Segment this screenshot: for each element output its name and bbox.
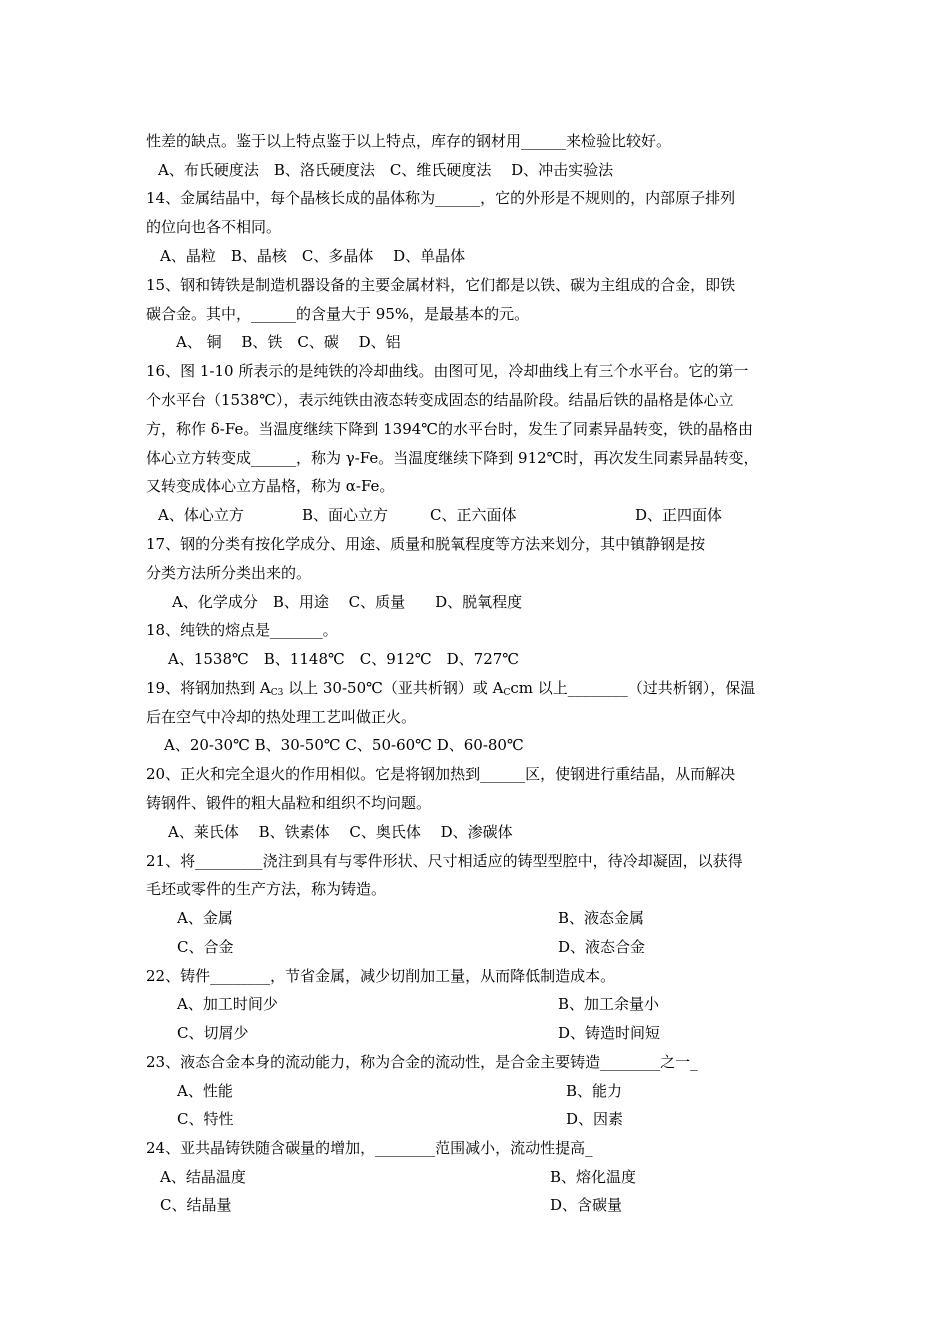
q17-question: 17、钢的分类有按化学成分、用途、质量和脱氧程度等方法来划分，其中镇静钢是按 [146,535,706,553]
q15-question: 15、钢和铸铁是制造机器设备的主要金属材料，它们都是以铁、碳为主组成的合金，即铁 [146,276,736,294]
q22-option-c: C、切屑少 [177,1024,249,1042]
q19-options: A、20-30℃ B、30-50℃ C、50-60℃ D、60-80℃ [164,736,524,754]
q23-option-d: D、因素 [566,1110,624,1128]
text-line: 方，称作 δ-Fe。当温度继续下降到 1394℃的水平台时，发生了同素异晶转变，铁的晶格由 [146,420,754,438]
text-line: 毛坯或零件的生产方法，称为铸造。 [146,880,387,898]
q23-question: 23、液态合金本身的流动能力，称为合金的流动性，是合金主要铸造________之一_ [146,1053,698,1071]
q21-option-b: B、液态金属 [558,909,645,927]
q24-question: 24、亚共晶铸铁随含碳量的增加，________范围减小，流动性提高_ [146,1139,593,1157]
q16-option-b: B、面心立方 [302,506,389,524]
q22-option-a: A、加工时间少 [177,995,278,1013]
text-line: 又转变成体心立方晶格，称为 α-Fe。 [146,477,395,495]
text-line: 的位向也各不相同。 [146,218,282,236]
q20-question: 20、正火和完全退火的作用相似。它是将钢加热到______区，使钢进行重结晶，从而解决 [146,765,736,783]
q21-option-c: C、合金 [177,938,234,956]
text-line: 个水平台（1538℃），表示纯铁由液态转变成固态的结晶阶段。结晶后铁的晶格是体心立 [146,391,734,409]
q21-question: 21、将_________浇注到具有与零件形状、尺寸相适应的铸型型腔中，待冷却凝固，以获得 [146,852,743,870]
q23-option-b: B、能力 [566,1082,623,1100]
q19-part1: 19、将钢加热到 A [146,679,271,697]
text-line: 碳合金。其中，______的含量大于 95%，是最基本的元。 [146,305,530,323]
q24-option-c: C、结晶量 [160,1196,232,1214]
q15-options: A、 铜 B、铁 C、碳 D、铝 [176,333,401,351]
text-line: 铸钢件、锻件的粗大晶粒和组织不均问题。 [146,794,432,812]
q13-options: A、布氏硬度法 B、洛氏硬度法 C、维氏硬度法 D、冲击实验法 [158,161,614,179]
q14-question: 14、金属结晶中，每个晶核长成的晶体称为______，它的外形是不规则的，内部原子排列 [146,189,736,207]
q22-option-d: D、铸造时间短 [558,1024,661,1042]
text-line: 分类方法所分类出来的。 [146,564,312,582]
q19-question [146,678,755,698]
text-line: 性差的缺点。鉴于以上特点鉴于以上特点，库存的钢材用______来检验比较好。 [146,132,672,150]
q19-part3: cm 以上________（过共析钢），保温 [510,679,756,697]
q19-part2: 以上 30-50℃（亚共析钢）或 A [283,679,504,697]
q16-option-d: D、正四面体 [635,506,723,524]
q24-option-b: B、熔化温度 [550,1168,637,1186]
q18-options: A、1538℃ B、1148℃ C、912℃ D、727℃ [168,650,520,668]
q18-question: 18、纯铁的熔点是_______。 [146,621,338,639]
text-line: 体心立方转变成______，称为 γ-Fe。当温度继续下降到 912℃时，再次发生同素异晶转变， [146,449,759,467]
q17-options: A、化学成分 B、用途 C、质量 D、脱氧程度 [172,593,523,611]
q21-option-d: D、液态合金 [558,938,646,956]
q22-question: 22、铸件________，节省金属，减少切削加工量，从而降低制造成本。 [146,967,616,985]
q20-options: A、莱氏体 B、铁素体 C、奥氏体 D、渗碳体 [168,823,513,841]
q19-sub2: C [503,688,511,698]
q22-option-b: B、加工余量小 [558,995,660,1013]
text-line: 后在空气中冷却的热处理工艺叫做正火。 [146,708,417,726]
q24-option-a: A、结晶温度 [160,1168,246,1186]
q16-option-a: A、体心立方 [158,506,244,524]
q21-option-a: A、金属 [177,909,233,927]
q24-option-d: D、含碳量 [550,1196,623,1214]
q19-sub1: C3 [270,688,284,698]
q23-option-a: A、性能 [177,1082,233,1100]
q16-option-c: C、正六面体 [430,506,517,524]
q14-options: A、晶粒 B、晶核 C、多晶体 D、单晶体 [160,247,466,265]
q16-question: 16、图 1-10 所表示的是纯铁的冷却曲线。由图可见，冷却曲线上有三个水平台。它的第一 [146,362,749,380]
q23-option-c: C、特性 [177,1110,234,1128]
